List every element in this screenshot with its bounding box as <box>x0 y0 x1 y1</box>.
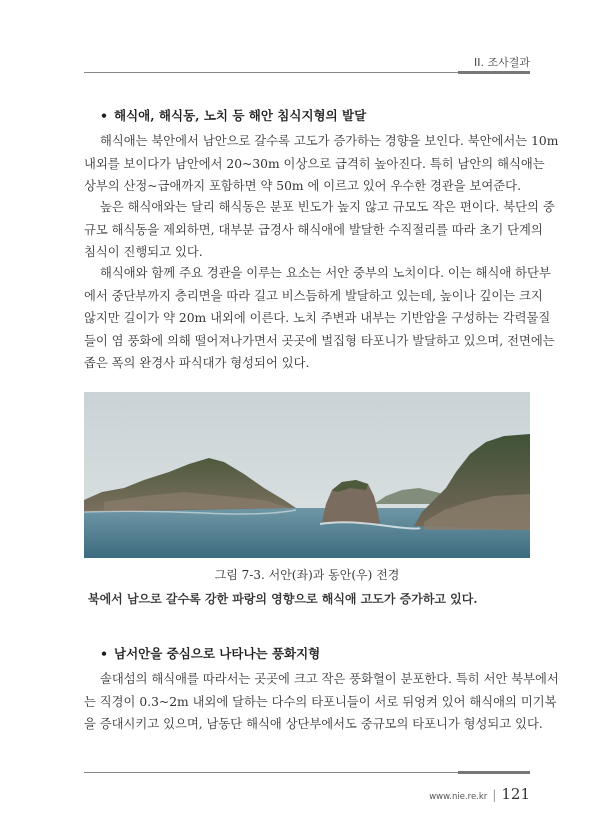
text-line: 않지만 길이가 약 20m 내외에 이른다. 노치 주변과 내부는 기반암을 구성하는 각력물질 <box>84 311 551 325</box>
page-number: 121 <box>501 785 530 803</box>
page-footer <box>429 784 530 803</box>
text-line: 는 직경이 0.3~2m 내외에 달하는 다수의 타포니들이 서로 뒤엉켜 있어 해식애의 미기복 <box>84 694 557 709</box>
bullet: • <box>100 646 108 661</box>
bullet: • <box>100 108 108 123</box>
footer-separator: | <box>492 788 497 802</box>
text-line: 에서 중단부까지 층리면을 따라 길고 비스듬하게 발달하고 있는데, 높이나 깊이는 크지 <box>84 288 543 303</box>
figure-note: 북에서 남으로 갈수록 강한 파랑의 영향으로 해식애 고도가 증가하고 있다. <box>88 592 478 606</box>
heading-text: 해식애, 해식동, 노치 등 해안 침식지형의 발달 <box>114 108 367 123</box>
text-line: 규모 해식동을 제외하면, 대부분 급경사 해식애에 발달한 수직절리를 따라 초기 단계의 <box>84 222 543 237</box>
header-rule-accent <box>458 71 530 74</box>
text-line: 들이 염 풍화에 의해 떨어져나가면서 곳곳에 벌집형 타포니가 발달하고 있으며, 전면에는 <box>84 333 555 348</box>
text-line: 침식이 진행되고 있다. <box>84 245 203 259</box>
coastal-panorama-photo <box>84 392 530 558</box>
section-heading-erosion <box>100 106 366 124</box>
text-line: 내외를 보이다가 남안에서 20~30m 이상으로 급격히 높아진다. 특히 남안의 해식애는 <box>84 156 545 171</box>
section-heading-weathering <box>100 644 320 662</box>
figure-caption: 그림 7-3. 서안(좌)과 동안(우) 전경 <box>214 568 400 582</box>
heading-text: 남서안을 중심으로 나타나는 풍화지형 <box>114 646 321 661</box>
text-line: 해식애는 북안에서 남안으로 갈수록 고도가 증가하는 경향을 보인다. 북안에서는 10m <box>100 134 559 148</box>
text-line: 해식애와 함께 주요 경관을 이루는 요소는 서안 중부의 노치이다. 이는 해식애 하단부 <box>100 266 551 280</box>
paragraph-sea-cliff <box>84 130 559 198</box>
footer-rule-accent <box>458 771 530 774</box>
text-line: 을 증대시키고 있으며, 남동단 해식애 상단부에서도 중규모의 타포니가 형성되고 있다. <box>84 717 543 731</box>
text-line: 솔대섬의 해식애를 따라서는 곳곳에 크고 작은 풍화혈이 분포한다. 특히 서안 북부에서 <box>100 672 559 686</box>
paragraph-tafoni <box>84 668 559 736</box>
paragraph-notch <box>84 262 555 375</box>
text-line: 높은 해식애와는 달리 해식동은 분포 빈도가 높지 않고 규모도 작은 편이다. 북단의 중 <box>100 200 555 214</box>
footer-url: www.nie.re.kr <box>429 792 488 802</box>
paragraph-sea-cave <box>84 196 555 264</box>
text-line: 좁은 폭의 완경사 파식대가 형성되어 있다. <box>84 356 310 370</box>
running-header: II. 조사결과 <box>474 56 530 69</box>
text-line: 상부의 산정~급애까지 포함하면 약 50m 에 이르고 있어 우수한 경관을 보여준다. <box>84 179 521 193</box>
